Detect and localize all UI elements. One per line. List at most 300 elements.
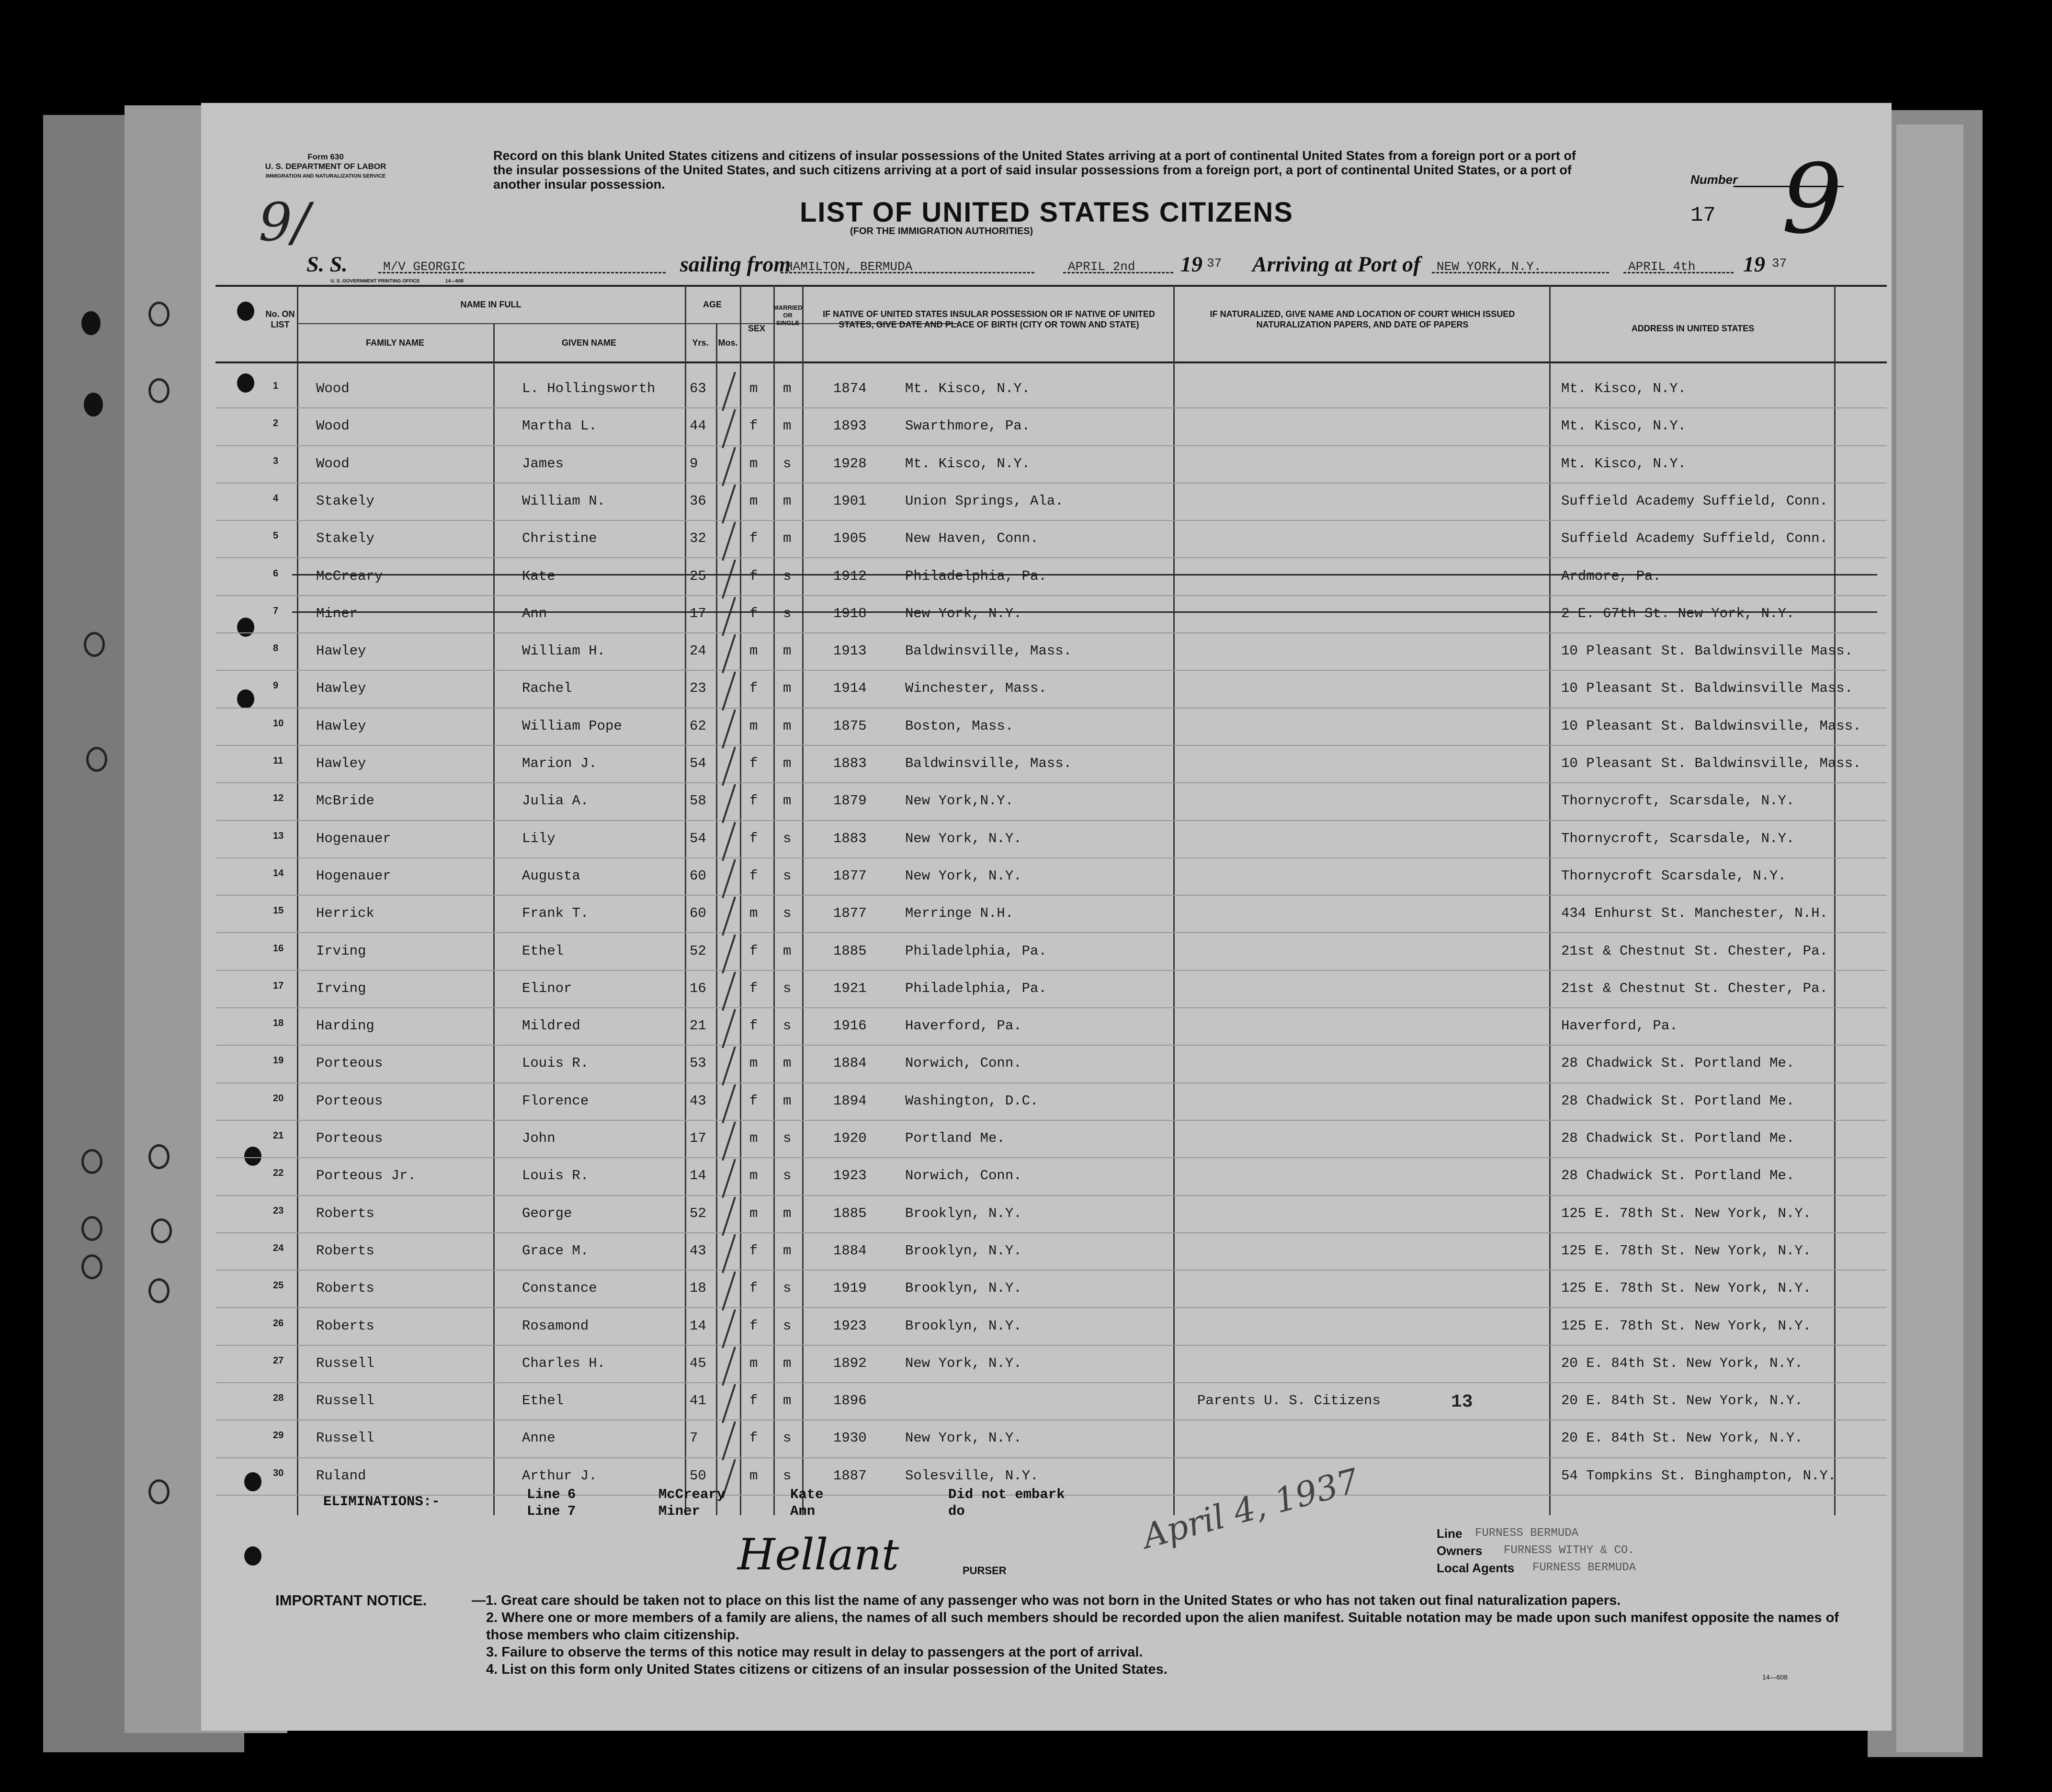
- table-row: [215, 934, 1887, 971]
- family-name: Ruland: [316, 1467, 366, 1484]
- family-name: Porteous: [316, 1093, 383, 1109]
- elimination-note-2: do: [948, 1503, 965, 1519]
- row-number: 30: [273, 1467, 284, 1478]
- us-address: 434 Enhurst St. Manchester, N.H.: [1561, 905, 1828, 922]
- row-number: 10: [273, 718, 284, 729]
- back-sheet-right-inner: [1896, 124, 1963, 1752]
- sex: m: [749, 1467, 758, 1484]
- row-number: 15: [273, 905, 284, 916]
- pencil-tick: [722, 1384, 736, 1423]
- table-row: [215, 1308, 1887, 1346]
- table-row: [215, 671, 1887, 708]
- ship-underline: [378, 272, 666, 273]
- strike-through: [292, 611, 1877, 613]
- form-identifier: [249, 152, 402, 181]
- print-code: 14—608: [445, 279, 464, 284]
- us-address: 28 Chadwick St. Portland Me.: [1561, 1055, 1795, 1071]
- given-name: William H.: [522, 643, 606, 659]
- pencil-tick: [722, 447, 736, 486]
- family-name: Stakely: [316, 493, 374, 509]
- table-row: [215, 1346, 1887, 1383]
- elimination-line-label: Line: [527, 1487, 560, 1502]
- marital-status: s: [783, 1467, 792, 1484]
- age-years: 45: [690, 1355, 706, 1371]
- punch-hole: [84, 632, 105, 657]
- age-years: 58: [690, 793, 706, 809]
- us-address: 10 Pleasant St. Baldwinsville Mass.: [1561, 643, 1853, 659]
- marital-status: m: [783, 793, 792, 809]
- table-row: [215, 746, 1887, 783]
- pencil-tick: [722, 1121, 736, 1161]
- birth-year: 1883: [833, 755, 867, 771]
- sex: m: [749, 1055, 758, 1071]
- birth-place: Portland Me.: [905, 1130, 1005, 1146]
- age-years: 21: [690, 1018, 706, 1034]
- pencil-tick: [722, 1047, 736, 1086]
- age-years: 24: [690, 643, 706, 659]
- family-name: Herrick: [316, 905, 374, 922]
- table-row: [215, 633, 1887, 671]
- punch-hole: [81, 1254, 102, 1279]
- age-years: 60: [690, 868, 706, 884]
- birth-year: 1884: [833, 1242, 867, 1259]
- given-name: Julia A.: [522, 793, 589, 809]
- from-underline: [781, 272, 1034, 273]
- header-no: No. ON LIST: [265, 309, 295, 329]
- row-number: 13: [273, 830, 284, 841]
- depart-date: APRIL 2nd: [1068, 259, 1135, 274]
- sex: f: [749, 793, 758, 809]
- given-name: William Pope: [522, 718, 622, 734]
- family-name: Russell: [316, 1355, 374, 1371]
- notice-items: [472, 1592, 1851, 1678]
- family-name: Hogenauer: [316, 830, 391, 846]
- marital-status: s: [783, 830, 792, 846]
- marital-status: m: [783, 943, 792, 959]
- given-name: William N.: [522, 493, 606, 509]
- us-address: Thornycroft, Scarsdale, N.Y.: [1561, 830, 1795, 846]
- family-name: Wood: [316, 381, 350, 396]
- sex: f: [749, 980, 758, 996]
- birth-year: 1894: [833, 1093, 867, 1109]
- row-number: 20: [273, 1093, 284, 1104]
- us-address: 125 E. 78th St. New York, N.Y.: [1561, 1205, 1812, 1221]
- us-address: 10 Pleasant St. Baldwinsville Mass.: [1561, 680, 1853, 697]
- pencil-tick: [722, 1421, 736, 1461]
- given-name: L. Hollingsworth: [522, 381, 656, 396]
- marital-status: m: [783, 1093, 792, 1109]
- table-row: [215, 1420, 1887, 1458]
- arrive-port: NEW YORK, N.Y.: [1437, 259, 1542, 274]
- table-row: [215, 521, 1887, 558]
- sex: m: [749, 1130, 758, 1146]
- family-name: Hawley: [316, 718, 366, 734]
- birth-place: Mt. Kisco, N.Y.: [905, 455, 1031, 472]
- birth-place: Norwich, Conn.: [905, 1168, 1022, 1184]
- form-number: Form 630: [307, 152, 344, 161]
- punch-hole: [148, 302, 170, 327]
- marital-status: m: [783, 418, 792, 434]
- marital-status: s: [783, 1318, 792, 1334]
- sex: f: [749, 530, 758, 547]
- birth-year: 1913: [833, 643, 867, 659]
- row-number: 26: [273, 1318, 284, 1329]
- marital-status: s: [783, 1430, 792, 1446]
- header-mos: Mos.: [718, 338, 738, 348]
- marital-status: s: [783, 1280, 792, 1296]
- sex: m: [749, 493, 758, 509]
- given-name: Anne: [522, 1430, 556, 1446]
- header-sex: SEX: [748, 324, 766, 333]
- elimination-family-6: McCreary: [658, 1487, 726, 1502]
- birth-year: 1892: [833, 1355, 867, 1371]
- age-years: 63: [690, 381, 706, 396]
- marital-status: s: [783, 1130, 792, 1146]
- us-address: 28 Chadwick St. Portland Me.: [1561, 1168, 1795, 1184]
- printing-office: U. S. GOVERNMENT PRINTING OFFICE: [330, 279, 420, 284]
- us-address: Thornycroft Scarsdale, N.Y.: [1561, 868, 1786, 884]
- row-number: 21: [273, 1130, 284, 1141]
- row-number: 14: [273, 868, 284, 879]
- birth-year: 1874: [833, 381, 867, 396]
- table-row: [215, 596, 1887, 633]
- family-name: Roberts: [316, 1280, 374, 1296]
- row-number: 19: [273, 1055, 284, 1066]
- row-number: 22: [273, 1168, 284, 1179]
- age-years: 7: [690, 1430, 698, 1446]
- marital-status: s: [783, 568, 792, 584]
- given-name: Rosamond: [522, 1318, 589, 1334]
- age-years: 17: [690, 605, 706, 621]
- pencil-tick: [722, 1346, 736, 1386]
- marital-status: m: [783, 643, 792, 659]
- pencil-tick: [722, 634, 736, 674]
- row-number: 8: [273, 643, 279, 654]
- depart-year-prefix: 19: [1180, 252, 1202, 276]
- pencil-tick: [722, 672, 736, 711]
- pencil-tick: [722, 559, 736, 598]
- bottom-form-code: 14—608: [1762, 1673, 1788, 1681]
- marital-status: s: [783, 1018, 792, 1034]
- age-years: 14: [690, 1168, 706, 1184]
- marital-status: s: [783, 980, 792, 996]
- given-name: Rachel: [522, 680, 572, 697]
- marital-status: m: [783, 755, 792, 771]
- birth-year: 1928: [833, 455, 867, 472]
- corner-mark: 9/: [259, 192, 310, 253]
- us-address: Mt. Kisco, N.Y.: [1561, 455, 1687, 472]
- family-name: Russell: [316, 1393, 374, 1409]
- family-name: McCreary: [316, 568, 383, 584]
- us-address: 28 Chadwick St. Portland Me.: [1561, 1093, 1795, 1109]
- row-number: 9: [273, 680, 279, 691]
- pencil-tick: [722, 522, 736, 561]
- table-row: [215, 858, 1887, 896]
- row-number: 1: [273, 381, 279, 391]
- header-birth: IF NATIVE OF UNITED STATES INSULAR POSSESSION OR IF NATIVE OF UNITED STATES, GIVE DATE AND PLACE OF BIRTH (CITY OR TOWN AND STATE): [823, 309, 1155, 329]
- row-number: 7: [273, 605, 279, 616]
- punch-hole: [81, 1149, 102, 1174]
- pencil-tick: [722, 934, 736, 973]
- row-number: 23: [273, 1205, 284, 1216]
- sex: f: [749, 1430, 758, 1446]
- pencil-tick: [722, 1272, 736, 1311]
- given-name: Mildred: [522, 1018, 580, 1034]
- marital-status: m: [783, 680, 792, 697]
- given-name: James: [522, 455, 564, 472]
- owners-label: Owners: [1437, 1544, 1483, 1558]
- given-name: Louis R.: [522, 1168, 589, 1184]
- row-number: 29: [273, 1430, 284, 1441]
- family-name: Russell: [316, 1430, 374, 1446]
- birth-place: Philadelphia, Pa.: [905, 568, 1047, 584]
- age-years: 60: [690, 905, 706, 922]
- punch-hole: [148, 378, 170, 403]
- shipping-agents: [1437, 1525, 1636, 1577]
- age-years: 41: [690, 1393, 706, 1409]
- notice-item-3: 3. Failure to observe the terms of this notice may result in delay to passengers at the port of arrival.: [486, 1645, 1143, 1660]
- age-years: 54: [690, 755, 706, 771]
- given-name: Louis R.: [522, 1055, 589, 1071]
- marital-status: m: [783, 718, 792, 734]
- age-years: 18: [690, 1280, 706, 1296]
- sex: f: [749, 1018, 758, 1034]
- birth-place: Brooklyn, N.Y.: [905, 1205, 1022, 1221]
- birth-place: New York, N.Y.: [905, 868, 1022, 884]
- given-name: Grace M.: [522, 1242, 589, 1259]
- pencil-tick: [722, 484, 736, 523]
- age-years: 44: [690, 418, 706, 434]
- marital-status: s: [783, 1168, 792, 1184]
- birth-year: 1879: [833, 793, 867, 809]
- sex: f: [749, 830, 758, 846]
- sex: f: [749, 943, 758, 959]
- table-row: [215, 408, 1887, 446]
- us-address: 20 E. 84th St. New York, N.Y.: [1561, 1355, 1803, 1371]
- port-underline: [1432, 272, 1609, 273]
- sex: f: [749, 1393, 758, 1409]
- department-name: U. S. DEPARTMENT OF LABOR: [265, 162, 386, 171]
- marital-status: m: [783, 1205, 792, 1221]
- family-name: Miner: [316, 605, 358, 621]
- strike-through: [292, 574, 1877, 575]
- purser-signature: Hellant: [737, 1530, 899, 1580]
- header-name-in-full: NAME IN FULL: [460, 300, 522, 309]
- age-years: 9: [690, 455, 698, 472]
- pencil-tick: [722, 1234, 736, 1273]
- pencil-tick: [722, 1009, 736, 1048]
- sex: m: [749, 1205, 758, 1221]
- purser-label: PURSER: [963, 1565, 1007, 1577]
- sailing-from-value: HAMILTON, BERMUDA: [785, 259, 913, 274]
- birth-year: 1875: [833, 718, 867, 734]
- birth-year: 1887: [833, 1467, 867, 1484]
- ship-name: M/V GEORGIC: [383, 259, 465, 274]
- table-row: [215, 971, 1887, 1008]
- notice-lead: IMPORTANT NOTICE.: [275, 1592, 427, 1609]
- age-years: 17: [690, 1130, 706, 1146]
- naturalization-note: Parents U. S. Citizens: [1197, 1393, 1381, 1409]
- birth-year: 1920: [833, 1130, 867, 1146]
- us-address: 125 E. 78th St. New York, N.Y.: [1561, 1242, 1812, 1259]
- sex: m: [749, 381, 758, 396]
- sex: f: [749, 1280, 758, 1296]
- family-name: Porteous Jr.: [316, 1168, 416, 1184]
- birth-place: New York,N.Y.: [905, 793, 1014, 809]
- us-address: Mt. Kisco, N.Y.: [1561, 418, 1687, 434]
- given-name: Florence: [522, 1093, 589, 1109]
- row-number: 2: [273, 418, 279, 429]
- age-years: 14: [690, 1318, 706, 1334]
- us-address: Haverford, Pa.: [1561, 1018, 1678, 1034]
- birth-place: Brooklyn, N.Y.: [905, 1242, 1022, 1259]
- table-row: [215, 1271, 1887, 1308]
- family-name: Roberts: [316, 1318, 374, 1334]
- notice-item-4: 4. List on this form only United States citizens or citizens of an insular possession of the United States.: [486, 1662, 1168, 1677]
- pencil-tick: [722, 372, 736, 411]
- age-years: 50: [690, 1467, 706, 1484]
- table-row: [215, 783, 1887, 821]
- sex: f: [749, 568, 758, 584]
- birth-place: Philadelphia, Pa.: [905, 980, 1047, 996]
- list-number: 9: [1781, 144, 1843, 255]
- table-header-rule: [215, 361, 1887, 363]
- voyage-line: [0, 249, 2052, 278]
- elimination-line-label: Line: [527, 1503, 560, 1519]
- family-name: Porteous: [316, 1055, 383, 1071]
- elimination-line-7: 7: [567, 1503, 576, 1519]
- table-row: [215, 371, 1887, 408]
- age-years: 62: [690, 718, 706, 734]
- arrive-year-prefix: 19: [1743, 252, 1765, 276]
- row-number: 12: [273, 793, 284, 804]
- marital-status: m: [783, 1355, 792, 1371]
- birth-place: New York, N.Y.: [905, 1355, 1022, 1371]
- birth-year: 1923: [833, 1318, 867, 1334]
- header-address: ADDRESS IN UNITED STATES: [1631, 324, 1755, 333]
- family-name: Roberts: [316, 1242, 374, 1259]
- birth-place: Boston, Mass.: [905, 718, 1014, 734]
- birth-place: Philadelphia, Pa.: [905, 943, 1047, 959]
- family-name: McBride: [316, 793, 374, 809]
- family-name: Hawley: [316, 680, 366, 697]
- pencil-tick: [722, 897, 736, 936]
- sex: f: [749, 755, 758, 771]
- us-address: Ardmore, Pa.: [1561, 568, 1661, 584]
- birth-year: 1918: [833, 605, 867, 621]
- us-address: Suffield Academy Suffield, Conn.: [1561, 493, 1828, 509]
- pencil-tick: [722, 1309, 736, 1348]
- birth-place: Union Springs, Ala.: [905, 493, 1064, 509]
- birth-place: Baldwinsville, Mass.: [905, 755, 1072, 771]
- pencil-tick: [722, 859, 736, 898]
- table-row: [215, 1083, 1887, 1121]
- us-address: Suffield Academy Suffield, Conn.: [1561, 530, 1828, 547]
- pencil-tick: [722, 1084, 736, 1123]
- birth-year: 1883: [833, 830, 867, 846]
- passenger-table: [215, 285, 1887, 1515]
- birth-year: 1885: [833, 943, 867, 959]
- pencil-tick: [722, 822, 736, 861]
- elimination-line-6: 6: [567, 1487, 576, 1502]
- sex: f: [749, 868, 758, 884]
- us-address: 20 E. 84th St. New York, N.Y.: [1561, 1393, 1803, 1409]
- sex: f: [749, 1093, 758, 1109]
- given-name: John: [522, 1130, 556, 1146]
- row-number: 4: [273, 493, 279, 504]
- given-name: Charles H.: [522, 1355, 606, 1371]
- pencil-tick: [722, 784, 736, 823]
- us-address: 125 E. 78th St. New York, N.Y.: [1561, 1280, 1812, 1296]
- table-row: [215, 1008, 1887, 1046]
- page-count: 17: [1690, 203, 1716, 227]
- age-years: 43: [690, 1093, 706, 1109]
- page-title: LIST OF UNITED STATES CITIZENS: [800, 197, 1293, 228]
- row-number: 27: [273, 1355, 284, 1366]
- header-age: AGE: [703, 300, 722, 309]
- birth-place: New York, N.Y.: [905, 830, 1022, 846]
- elimination-given-7: Ann: [790, 1503, 816, 1519]
- birth-place: Winchester, Mass.: [905, 680, 1047, 697]
- ss-label: S. S.: [306, 252, 348, 276]
- us-address: 28 Chadwick St. Portland Me.: [1561, 1130, 1795, 1146]
- depart-year: 37: [1207, 256, 1222, 270]
- birth-place: Haverford, Pa.: [905, 1018, 1022, 1034]
- punch-hole: [81, 311, 101, 335]
- sex: f: [749, 1318, 758, 1334]
- pencil-tick: [722, 597, 736, 636]
- birth-year: 1893: [833, 418, 867, 434]
- given-name: Marion J.: [522, 755, 597, 771]
- sex: m: [749, 718, 758, 734]
- birth-year: 1901: [833, 493, 867, 509]
- birth-year: 1919: [833, 1280, 867, 1296]
- birth-place: Mt. Kisco, N.Y.: [905, 381, 1031, 396]
- header-family-name: FAMILY NAME: [365, 338, 425, 348]
- notice-item-1: —1. Great care should be taken not to place on this list the name of any passenger who was not born in the United States or who has not taken out final naturalization papers.: [472, 1593, 1621, 1608]
- birth-year: 1930: [833, 1430, 867, 1446]
- age-years: 52: [690, 943, 706, 959]
- preamble-text: Record on this blank United States citizens and citizens of insular possessions of the United States arriving at a port of continental United States from a foreign port or a port of the insular possessions of the United States, and such citizens arriving at a port of said insular possessions from a foreign port, a port of continental United States, or a port of another insular possession.: [493, 148, 1576, 192]
- birth-year: 1912: [833, 568, 867, 584]
- birth-year: 1884: [833, 1055, 867, 1071]
- sex: f: [749, 1242, 758, 1259]
- age-years: 43: [690, 1242, 706, 1259]
- row-number: 6: [273, 568, 279, 579]
- line-label: Line: [1437, 1526, 1462, 1541]
- sex: f: [749, 680, 758, 697]
- notice-item-2: 2. Where one or more members of a family are aliens, the names of all such members should be recorded upon the alien manifest. Suitable notation may be made upon such manifest opposite the names of those members who claim citizenship.: [486, 1610, 1839, 1643]
- punch-hole: [81, 1216, 102, 1241]
- birth-place: Baldwinsville, Mass.: [905, 643, 1072, 659]
- pencil-tick: [722, 1159, 736, 1198]
- punch-hole: [148, 1144, 170, 1169]
- row-number: 5: [273, 530, 279, 541]
- birth-year: 1923: [833, 1168, 867, 1184]
- marital-status: m: [783, 493, 792, 509]
- birth-year: 1885: [833, 1205, 867, 1221]
- punch-hole: [84, 393, 103, 417]
- birth-year: 1896: [833, 1393, 867, 1409]
- row-number: 24: [273, 1242, 284, 1253]
- table-row: [215, 446, 1887, 484]
- row-number: 28: [273, 1393, 284, 1404]
- given-name: Kate: [522, 568, 556, 584]
- birth-place: Merringe N.H.: [905, 905, 1014, 922]
- header-yrs: Yrs.: [692, 338, 709, 348]
- marital-status: m: [783, 1393, 792, 1409]
- us-address: 10 Pleasant St. Baldwinsville, Mass.: [1561, 755, 1861, 771]
